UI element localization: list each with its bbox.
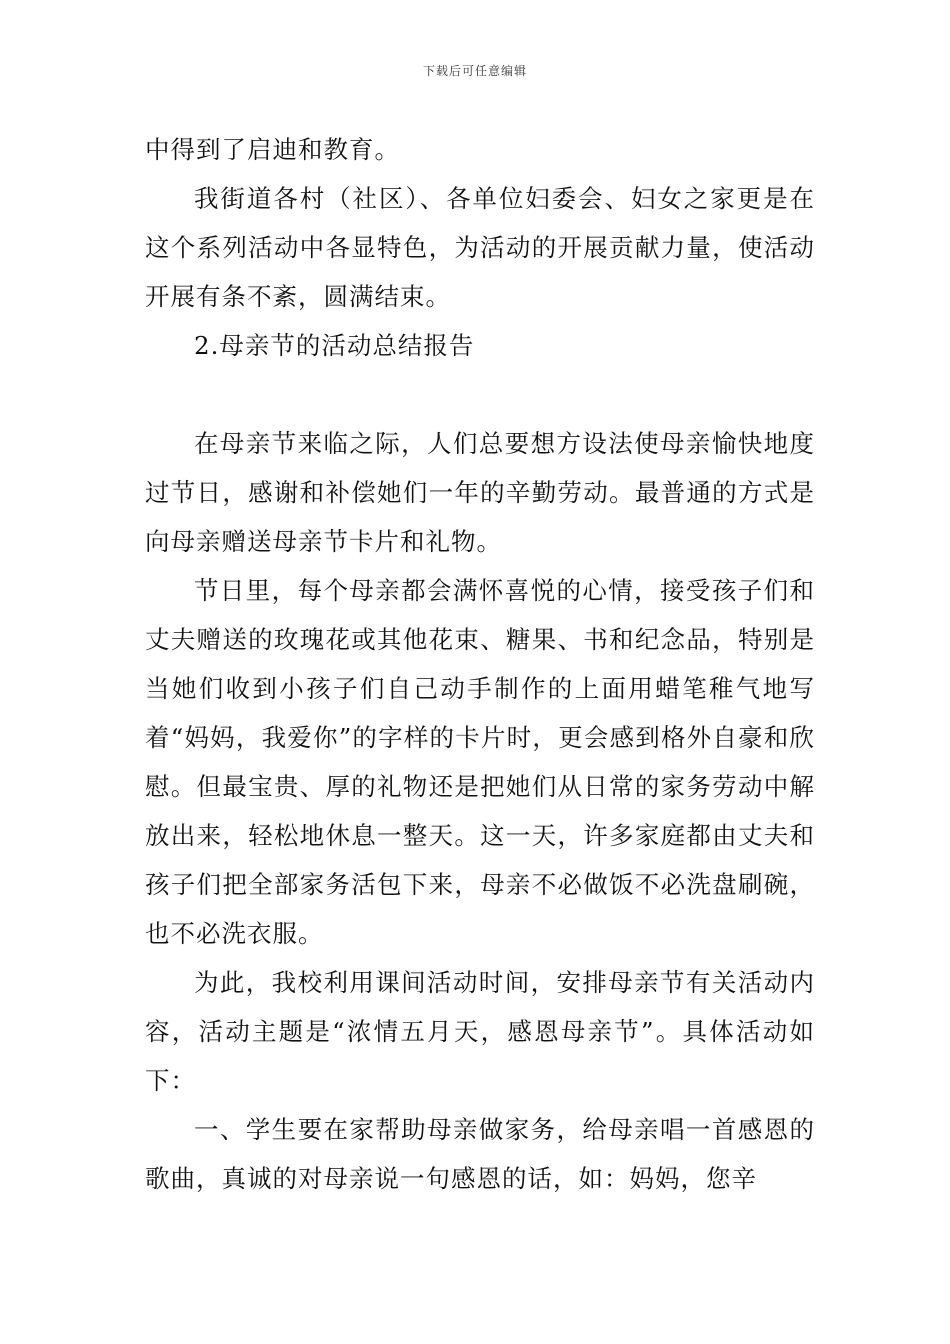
page-header-note: 下载后可任意编辑 bbox=[422, 64, 527, 78]
paragraph-activity-one: 一、学生要在家帮助母亲做家务，给母亲唱一首感恩的歌曲，真诚的对母亲说一句感恩的话，如：妈妈，您辛 bbox=[145, 1115, 815, 1193]
paragraph-school-activity: 为此，我校利用课间活动时间，安排母亲节有关活动内容，活动主题是“浓情五月天，感恩母亲节”。具体活动如下： bbox=[145, 968, 815, 1095]
paragraph-holiday-gifts: 节日里，每个母亲都会满怀喜悦的心情，接受孩子们和丈夫赠送的玫瑰花或其他花束、糖果、书和纪念品，特别是当她们收到小孩子们自己动手制作的上面用蜡笔稚气地写着“妈妈，我爱你”的字样的卡片时，更会感到格外自豪和欣慰。但最宝贵、厚的礼物还是把她们从日常的家务劳动中解放出来，轻松地休息一整天。这一天，许多家庭都由丈夫和孩子们把全部家务活包下来，母亲不必做饭不必洗盘刷碗，也不必洗衣服。 bbox=[145, 576, 815, 948]
paragraph-street-committees: 我街道各村（社区）、各单位妇委会、妇女之家更是在这个系列活动中各显特色，为活动的开展贡献力量，使活动开展有条不紊，圆满结束。 bbox=[145, 184, 815, 311]
section-heading: 2.母亲节的活动总结报告 bbox=[194, 331, 475, 360]
paragraph-continuation: 中得到了启迪和教育。 bbox=[145, 135, 400, 164]
paragraph-mothers-day-intro: 在母亲节来临之际，人们总要想方设法使母亲愉快地度过节日，感谢和补偿她们一年的辛勤劳动。最普通的方式是向母亲赠送母亲节卡片和礼物。 bbox=[145, 429, 815, 556]
document-body bbox=[145, 125, 815, 1203]
